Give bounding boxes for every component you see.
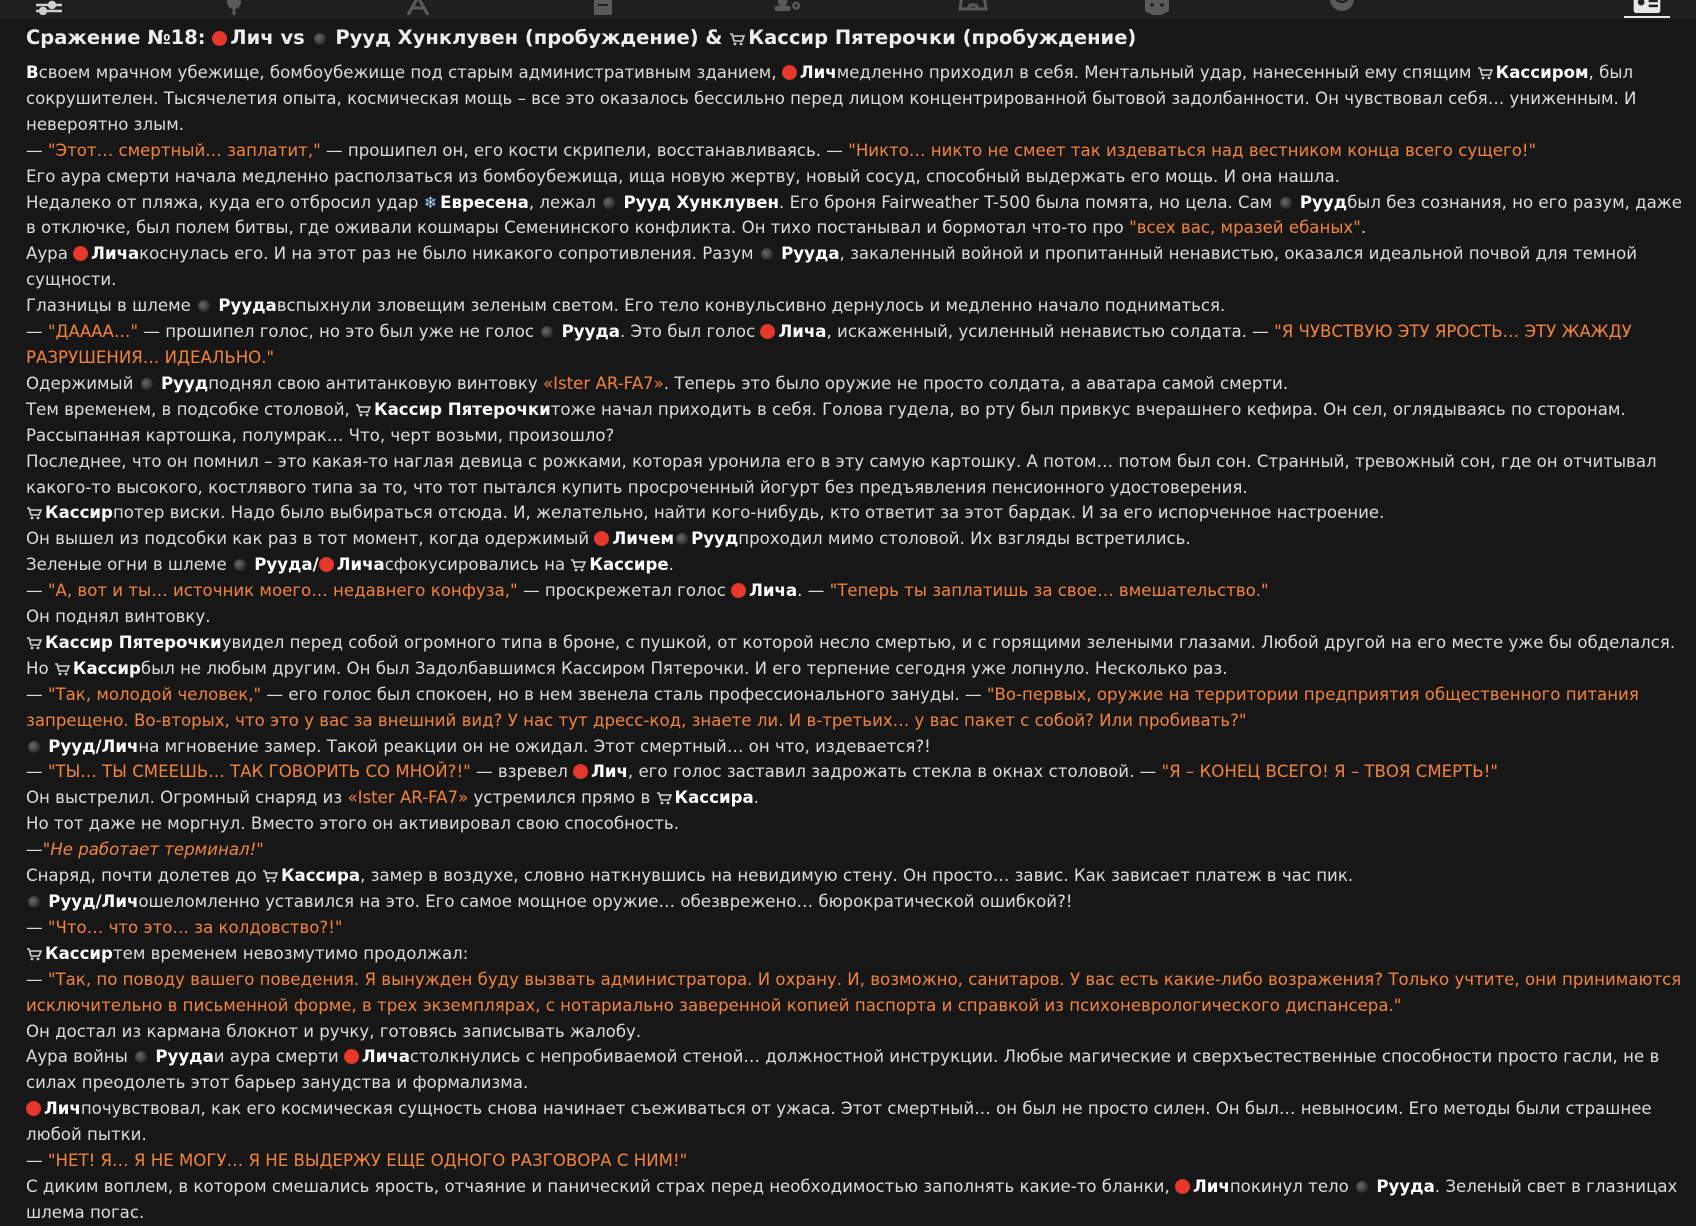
quote-text: "А, вот и ты… источник моего… недавнего конфуза,"	[47, 581, 518, 601]
title-ruud: Рууд Хунклувен (пробуждение)	[335, 26, 699, 49]
text-span: проходил мимо столовой. Их взгляды встретились.	[738, 529, 1191, 549]
devil-icon	[573, 764, 588, 779]
top-nav-bar	[0, 0, 1696, 19]
devil-icon	[782, 65, 797, 80]
paragraph	[26, 682, 1690, 734]
text-span: —	[26, 322, 48, 342]
character-name: Рууд	[160, 373, 209, 393]
paragraph	[26, 552, 1690, 578]
devil-icon	[344, 1049, 359, 1064]
quote-text: "Я – КОНЕЦ ВСЕГО! Я – ТВОЯ СМЕРТЬ!"	[1161, 762, 1498, 782]
title-cashier: Кассир Пятерочки (пробуждение)	[748, 26, 1137, 49]
bomb-icon	[28, 896, 40, 908]
quote-text: "Этот… смертный… заплатит,"	[47, 140, 321, 160]
font-icon[interactable]	[403, 0, 433, 16]
paragraph	[26, 190, 1690, 242]
clipboard-icon[interactable]	[588, 0, 618, 16]
paragraph	[26, 785, 1690, 811]
character-name: Кассира	[674, 788, 754, 808]
character-name: Рууд	[691, 529, 739, 549]
map-pin-icon[interactable]	[219, 0, 249, 16]
character-name: Лича	[91, 244, 140, 264]
paragraph	[26, 371, 1690, 397]
paragraph	[26, 397, 1690, 449]
paragraph	[26, 734, 1690, 760]
cart-icon	[1477, 66, 1493, 80]
title-prefix: Сражение №18:	[26, 26, 213, 49]
quote-text: "Что… что это… за колдовство?!"	[47, 917, 343, 937]
character-name: Кассир	[72, 658, 141, 678]
quote-text: "Не работает терминал!"	[42, 840, 264, 860]
text-span: , был сокрушителен. Тысячелетия опыта, космическая мощь – все это оказалось бессильно перед лицом концентрированной бытовой задолбанности. Он чувствовал себя… униженным. И невероятно злым.	[26, 63, 1637, 134]
bomb-icon	[1356, 1181, 1368, 1193]
paragraph	[26, 1044, 1690, 1096]
paragraph: Но тот даже не моргнул. Вместо этого он активировал свою способность.	[26, 814, 679, 834]
smile-icon[interactable]	[1327, 0, 1357, 16]
quote-text: "ТЫ… ТЫ СМЕЕШЬ… ТАК ГОВОРИТЬ СО МНОЙ?!"	[47, 762, 471, 782]
character-name: Лич	[799, 63, 837, 82]
quote-text: "всех вас, мразей ебаных"	[1129, 218, 1361, 238]
paragraph: Он достал из кармана блокнот и ручку, готовясь записывать жалобу.	[26, 1021, 642, 1041]
character-name: Рууда/	[254, 555, 319, 575]
paragraph	[26, 138, 1690, 164]
quote-text: "Во-первых, оружие на территории предприятия общественного питания запрещено. Во-вторых, что это у вас за внешний вид? У нас тут дресс-код, знаете ли. И в-третьих… у вас пакет с собой? Или пробивать?"	[26, 684, 1639, 730]
text-span: В	[26, 63, 39, 82]
text-span: потер виски. Надо было выбираться отсюда. И, желательно, найти кого-нибудь, кто ответит за этот бардак. И за его испорченное настроение.	[112, 503, 1385, 523]
bomb-icon	[603, 197, 615, 209]
bomb-icon	[234, 559, 246, 571]
text-span: —	[26, 1151, 48, 1171]
character-name: Кассир	[45, 503, 113, 523]
text-span: поднял свою антитанковую винтовку	[208, 373, 543, 393]
bomb-icon	[1280, 197, 1292, 209]
text-span: Тем временем, в подсобке столовой,	[26, 399, 356, 419]
devil-icon	[760, 324, 775, 339]
text-span: —	[26, 917, 48, 937]
paragraph	[26, 941, 1690, 967]
battle-log	[26, 24, 1690, 1226]
title-lich: Лич	[230, 26, 274, 49]
text-span: Снаряд, почти долетев до	[26, 866, 262, 886]
text-span: и аура смерти	[213, 1047, 344, 1067]
devil-icon	[1175, 1179, 1190, 1194]
quote-text: "НЕТ! Я… Я НЕ МОГУ… Я НЕ ВЫДЕРЖУ ЕЩЕ ОДНОГО РАЗГОВОРА С НИМ!"	[47, 1151, 688, 1171]
text-span: —	[26, 684, 48, 704]
character-name: Лич	[44, 1099, 81, 1119]
cart-icon	[26, 636, 42, 650]
text-span: , закаленный войной и пропитанный ненавистью, оказался идеальной почвой для темной сущности.	[26, 244, 1638, 290]
paragraph	[26, 60, 1690, 138]
text-span: .	[668, 555, 674, 575]
text-span: Он выстрелил. Огромный снаряд из	[26, 788, 348, 808]
quote-text: "Так, молодой человек,"	[47, 684, 262, 704]
quote-text: "Так, по поводу вашего поведения. Я вынужден буду вызвать администратора. И охрану. И, возможно, санитаров. У вас есть какие-либо возражения? Только учтите, они принимаются исключительно в письменной форме, в трех экземплярах, с нотариально заверенной копией паспорта и справкой из психоневрологического диспансера."	[26, 969, 1682, 1015]
devil-icon	[73, 246, 88, 261]
quote-text: "Теперь ты заплатишь за свое… вмешательство."	[829, 581, 1269, 601]
bomb-icon	[314, 33, 326, 45]
text-span: . Теперь это было оружие не просто солдата, а аватара самой смерти.	[663, 373, 1289, 393]
character-name: Лич	[591, 762, 628, 782]
paragraph	[26, 500, 1690, 526]
bomb-icon	[761, 248, 773, 260]
quote-text: «Ister AR-FA7»	[347, 788, 469, 808]
paragraph: Последнее, что он помнил – это какая-то наглая девица с рожками, которая уронила его в эту самую картошку. А потом… потом был сон. Странный, тревожный сон, где он отчитывал какого-то высокого, костлявого типа за то, что тот пытался купить просроченный йогурт без предъявления пенсионного удостоверения.	[26, 451, 1657, 497]
text-span: Недалеко от пляжа, куда его отбросил удар	[26, 192, 424, 212]
text-span: Глазницы в шлеме	[26, 296, 197, 316]
paragraph	[26, 1174, 1690, 1226]
text-span: .	[1360, 218, 1367, 238]
quote-text: «Ister AR-FA7»	[542, 373, 664, 393]
cart-icon	[262, 869, 278, 883]
text-span: —	[26, 140, 48, 160]
devil-icon	[212, 31, 227, 46]
text-span: , искаженный, усиленный ненавистью солдата. —	[826, 322, 1275, 342]
text-span: —	[26, 581, 48, 601]
character-name: Кассира	[280, 866, 361, 886]
character-name: Лича	[361, 1047, 410, 1067]
paragraph	[26, 526, 1690, 552]
paragraph: Его аура смерти начала медленно расползаться из бомбоубежища, ища новую жертву, новый сосуд, способный выдержать его мощь. И она нашла.	[26, 166, 1340, 186]
character-name: Рууда	[1376, 1176, 1435, 1196]
paragraph	[26, 578, 1690, 604]
text-span: . —	[797, 581, 830, 601]
character-name: Рууда	[155, 1047, 214, 1067]
text-span: . Зеленый свет в глазницах шлема погас.	[26, 1176, 1678, 1222]
character-name: Рууд Хунклувен	[623, 192, 780, 212]
character-name: Евресена	[440, 192, 529, 212]
quote-text: "ДАААА…"	[47, 322, 139, 342]
paragraph	[26, 837, 1690, 863]
text-span: — прошипел голос, но это был уже не голос	[138, 322, 540, 342]
text-span: . Это был голос	[620, 322, 761, 342]
text-span: почувствовал, как его космическая сущность снова начинает съеживаться от ужаса. Этот смертный… он был не просто силен. Он был… невыносим. Его методы были страшнее любой пытки.	[26, 1099, 1652, 1145]
paragraph	[26, 967, 1690, 1019]
paragraph	[26, 889, 1690, 915]
cart-icon	[26, 506, 42, 520]
bomb-icon	[541, 326, 553, 338]
bomb-icon	[198, 300, 210, 312]
text-span: ошеломленно уставился на это. Его самое мощное оружие… обезврежено… бюрократической ошибкой?!	[138, 892, 1073, 911]
inbox-icon[interactable]	[958, 0, 988, 16]
paragraph	[26, 1096, 1690, 1148]
text-span: , замер в воздухе, словно наткнувшись на невидимую стену. Он просто… завис. Как зависает платеж в час пик.	[360, 866, 1354, 886]
character-name: Лич	[1193, 1176, 1230, 1196]
text-span: покинул тело	[1229, 1176, 1355, 1196]
bomb-icon	[28, 741, 40, 753]
paragraph	[26, 319, 1690, 371]
text-span: своем мрачном убежище, бомбоубежище под старым административным зданием,	[38, 63, 782, 82]
cart-icon	[656, 791, 672, 805]
character-name: Рууд/Лич	[48, 892, 139, 911]
devil-icon	[594, 531, 609, 546]
paragraph	[26, 630, 1690, 682]
battle-title	[26, 24, 1690, 52]
text-span: увидел перед собой огромного типа в броне, с пушкой, от которой несло смертью, и с горящими зелеными глазами. Любой другой на его месте уже бы обделался. Но	[26, 632, 1676, 678]
text-span: Аура войны	[26, 1047, 134, 1067]
bomb-icon	[676, 533, 688, 545]
text-span: Аура	[26, 244, 74, 264]
text-span: вспыхнули зловещим зеленым светом. Его тело конвульсивно дернулось и медленно начало подниматься.	[276, 296, 1226, 316]
text-span: , лежал	[528, 192, 602, 212]
bomb-icon	[141, 378, 153, 390]
character-name: Кассир Пятерочки	[45, 632, 222, 652]
title-vs: vs	[273, 26, 312, 49]
text-span: —	[26, 969, 48, 989]
text-span: на мгновение замер. Такой реакции он не ожидал. Этот смертный… он что, издевается?!	[138, 736, 931, 756]
character-name: Личем	[612, 529, 675, 549]
character-name: Кассиром	[1495, 63, 1589, 82]
title-amp: &	[698, 26, 730, 49]
cart-icon	[54, 662, 70, 676]
text-span: был без сознания, но его разум, даже в отключке, был полем битвы, где оживали кошмары Семенинского конфликта. Он тихо постанывал и бормотал что-то про	[26, 192, 1682, 238]
character-name: Лича	[778, 322, 827, 342]
users-settings-icon[interactable]	[773, 0, 803, 16]
snowflake-icon: ❄	[423, 192, 438, 212]
character-name: Кассир	[45, 943, 113, 963]
quote-text: "Никто… никто не смеет так издеваться над вестником конца всего сущего!"	[848, 140, 1537, 160]
text-span: сфокусировались на	[384, 555, 571, 575]
character-name: Рууда	[781, 244, 840, 264]
text-span: был не любым другим. Он был Задолбавшимся Кассиром Пятерочки. И его терпение сегодня уже лопнуло. Несколько раз.	[140, 658, 1228, 678]
text-span: Зеленые огни в шлеме	[26, 555, 232, 575]
text-span: —	[26, 762, 48, 782]
devil-icon	[731, 583, 746, 598]
text-span: медленно приходил в себя. Ментальный удар, нанесенный ему спящим	[836, 63, 1477, 82]
story-text	[26, 60, 1690, 1226]
paragraph	[26, 241, 1690, 293]
devil-icon	[319, 557, 334, 572]
devil-icon	[26, 1101, 41, 1116]
character-name: Рууд/Лич	[48, 736, 139, 756]
paragraph	[26, 863, 1690, 889]
bomb-icon	[135, 1051, 147, 1063]
cart-icon	[26, 947, 42, 961]
paragraph	[26, 293, 1690, 319]
text-span: столкнулись с непробиваемой стеной… должностной инструкции. Любые магические и сверхъестественные способности просто гасли, не в силах преодолеть этот барьер занудства и формализма.	[26, 1047, 1660, 1093]
quote-text: "Я ЧУВСТВУЮ ЭТУ ЯРОСТЬ… ЭТУ ЖАЖДУ РАЗРУШЕНИЯ… ИДЕАЛЬНО."	[26, 322, 1632, 367]
text-span: . Его броня Fairweather T-500 была помята, но цела. Сам	[779, 192, 1278, 212]
paragraph	[26, 759, 1690, 785]
text-span: Одержимый	[26, 373, 139, 393]
text-span: .	[753, 788, 759, 808]
text-span: Он вышел из подсобки как раз в тот момент, когда одержимый	[26, 529, 595, 549]
cart-icon	[729, 32, 745, 46]
text-span: тем временем невозмутимо продолжал:	[112, 943, 469, 963]
paragraph	[26, 915, 1690, 941]
character-name: Рууд	[1299, 192, 1348, 212]
id-card-icon[interactable]	[1632, 0, 1662, 16]
text-span: , его голос заставил задрожать стекла в окнах столовой. —	[627, 762, 1162, 782]
text-span: — прошипел он, его кости скрипели, восстанавливаясь. —	[320, 140, 849, 160]
text-span: — взревел	[470, 762, 574, 782]
character-name: Рууда	[218, 296, 277, 316]
character-name: Лича	[749, 581, 798, 601]
cart-icon	[355, 403, 371, 417]
paragraph	[26, 1148, 1690, 1174]
character-name: Кассир Пятерочки	[374, 399, 551, 419]
character-name: Лича	[336, 555, 385, 575]
character-name: Рууда	[561, 322, 620, 342]
dice-icon[interactable]	[1142, 0, 1172, 16]
paragraph: Он поднял винтовку.	[26, 607, 211, 627]
text-span: —	[26, 840, 43, 860]
cart-icon	[570, 558, 586, 572]
sliders-icon[interactable]	[34, 0, 64, 16]
text-span: коснулась его. И на этот раз не было никакого сопротивления. Разум	[139, 244, 759, 264]
text-span: тоже начал приходить в себя. Голова гудела, во рту был привкус вчерашнего кефира. Он сел, оглядываясь по сторонам. Рассыпанная картошка, полумрак… Что, черт возьми, произошло?	[26, 399, 1626, 445]
character-name: Кассире	[589, 555, 669, 575]
text-span: — проскрежетал голос	[517, 581, 732, 601]
text-span: — его голос был спокоен, но в нем звенела сталь профессионального зануды. —	[261, 684, 987, 704]
text-span: С диким воплем, в котором смешались ярость, отчаяние и панический страх перед необходимостью заполнять какие-то бланки,	[26, 1176, 1176, 1196]
text-span: устремился прямо в	[468, 788, 656, 808]
